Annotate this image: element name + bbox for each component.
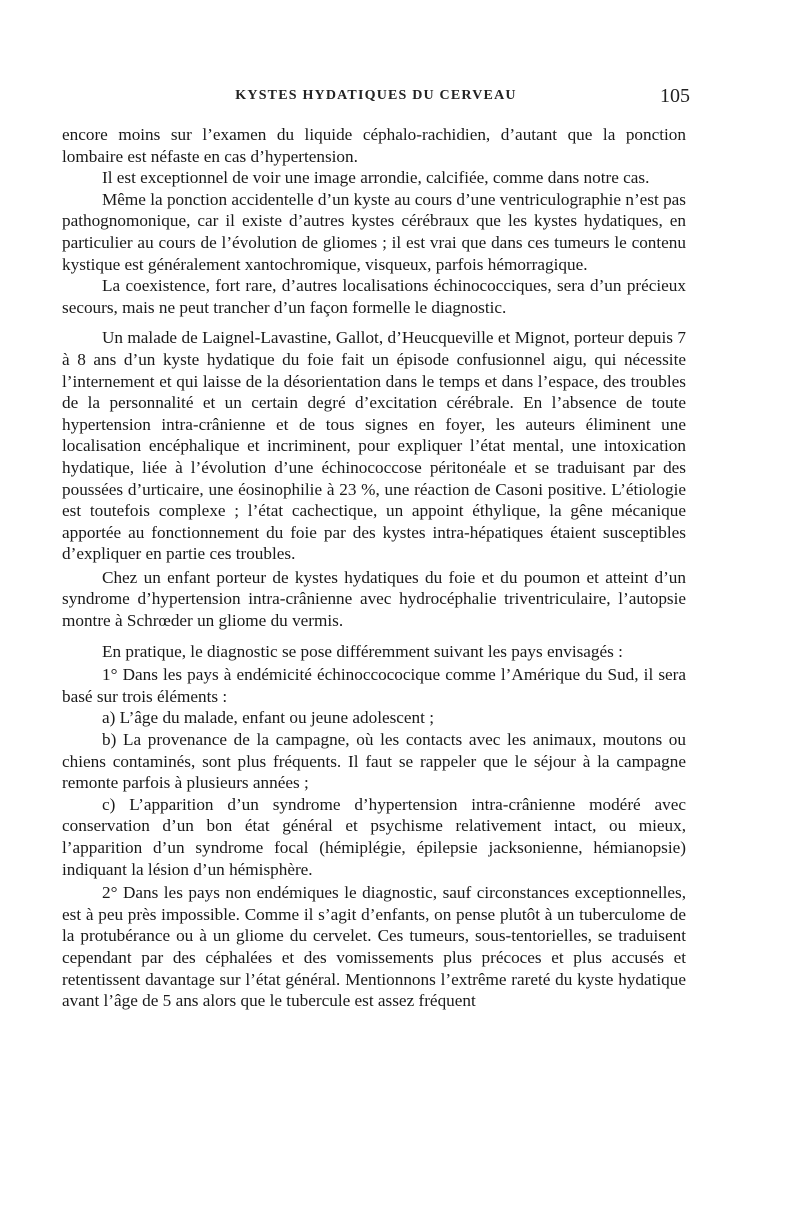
paragraph: encore moins sur l’examen du liquide céphalo-rachidien, d’autant que la ponction lombaire est néfaste en cas d’hypertension. (62, 125, 686, 166)
paragraph: Un malade de Laignel-Lavastine, Gallot, d’Heucqueville et Mignot, porteur depuis 7 à 8 ans d’un kyste hydatique du foie fait un épisode confusionnel aigu, qui nécessite l’internement et qui laisse de la désorientation dans le temps et dans l’espace, des troubles de la personnalité et un certain degré d’excitation cérébrale. En l’absence de toute hypertension intra-crânienne et de tous signes en foyer, les auteurs éliminent une localisation encéphalique et incriminent, pour expliquer l’état mental, une intoxication hydatique, liée à l’évolution d’une échinococcose péritonéale et se traduisant par des poussées d’urticaire, une éosinophilie à 23 %, une réaction de Casoni positive. L’étiologie est toutefois complexe ; l’état cachectique, un appoint éthylique, la gêne mécanique apportée au fonctionnement du foie par des kystes intra-hépatiques étaient susceptibles d’expliquer en partie ces troubles. (62, 328, 686, 564)
running-title: KYSTES HYDATIQUES DU CERVEAU (235, 88, 517, 103)
paragraph: 2° Dans les pays non endémiques le diagnostic, sauf circonstances exceptionnelles, est à peu près impossible. Comme il s’agit d’enfants, on pense plutôt à un tuberculome de la protubérance ou à un gliome du cervelet. Ces tumeurs, sous-tentorielles, se traduisent cependant par des céphalées et des vomissements plus précoces et plus accusés et retentissent davantage sur l’état général. Mentionnons l’extrême rareté du kyste hydatique avant l’âge de 5 ans alors que le tubercule est assez fréquent (62, 883, 686, 1011)
paragraph: Même la ponction accidentelle d’un kyste au cours d’une ventriculographie n’est pas pathognomonique, car il existe d’autres kystes cérébraux que les kystes hydatiques, en particulier au cours de l’évolution de gliomes ; il est vrai que dans ces tumeurs le contenu kystique est généralement xantochromique, visqueux, parfois hémorragique. (62, 189, 686, 274)
list-item-b: b) La provenance de la campagne, où les contacts avec les animaux, moutons ou chiens contaminés, sont plus fréquents. Il faut se rappeler que le séjour à la campagne remonte parfois à plusieurs années ; (62, 730, 686, 793)
page-header (62, 85, 690, 112)
list-item-a: a) L’âge du malade, enfant ou jeune adolescent ; (102, 708, 434, 728)
paragraph: 1° Dans les pays à endémicité échinoccococique comme l’Amérique du Sud, il sera basé sur trois éléments : (62, 665, 686, 706)
paragraph: En pratique, le diagnostic se pose différemment suivant les pays envisagés : (102, 641, 623, 661)
paragraph: Chez un enfant porteur de kystes hydatiques du foie et du poumon et atteint d’un syndrome d’hypertension intra-crânienne avec hydrocéphalie triventriculaire, l’autopsie montre à Schrœder un gliome du vermis. (62, 567, 686, 631)
list-item-c: c) L’apparition d’un syndrome d’hypertension intra-crânienne modéré avec conservation d’un bon état général et psychisme relativement intact, ou mieux, l’apparition d’un syndrome focal (hémiplégie, épilepsie jacksonienne, hémianopsie) indiquant la lésion d’un hémisphère. (62, 794, 686, 879)
paragraph: La coexistence, fort rare, d’autres localisations échinococciques, sera d’un précieux secours, mais ne peut trancher d’un façon formelle le diagnostic. (62, 276, 686, 317)
paragraph: Il est exceptionnel de voir une image arrondie, calcifiée, comme dans notre cas. (102, 168, 650, 188)
page-number: 105 (660, 85, 690, 107)
body-text (62, 124, 686, 1012)
